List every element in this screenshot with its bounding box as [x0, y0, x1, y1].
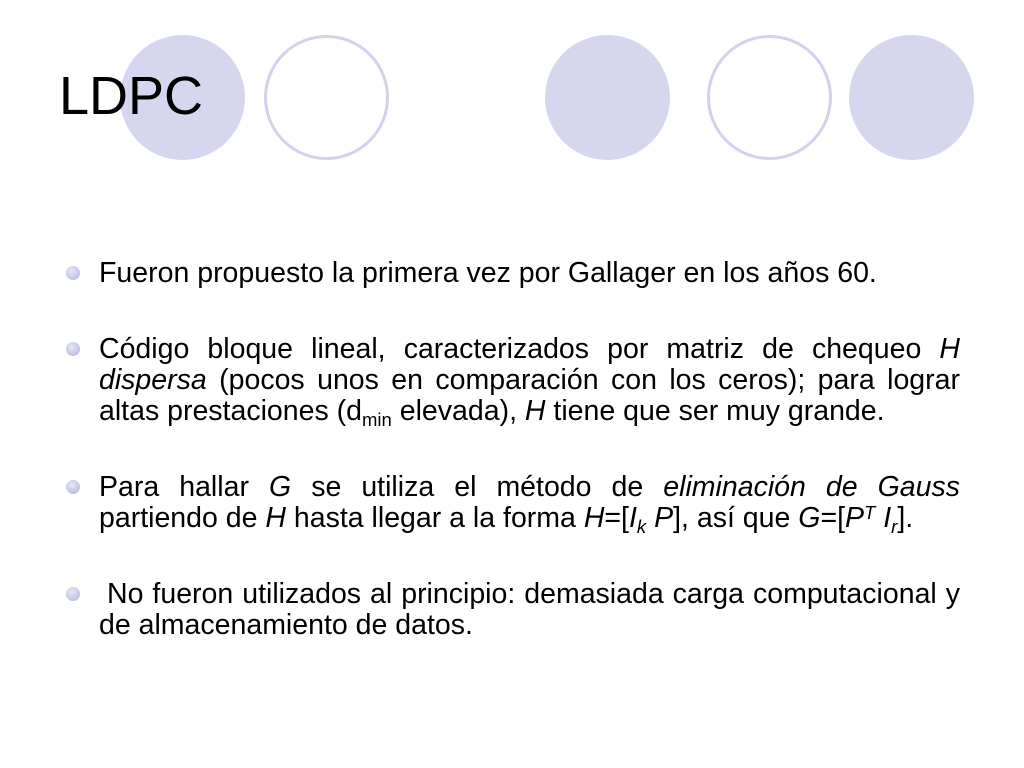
bullet-item-3: [99, 471, 960, 537]
bullet-3-italic-h: H: [265, 502, 286, 534]
bullet-item-1: [99, 258, 960, 289]
decor-circle-filled-icon: [545, 35, 670, 160]
bullet-list: [99, 258, 960, 686]
bullet-3-text: =[: [604, 502, 629, 534]
bullet-3-text: se utiliza el método de: [291, 471, 664, 503]
bullet-3-italic-h: H: [583, 502, 605, 534]
bullet-dot-icon: [66, 587, 80, 601]
bullet-dot-icon: [66, 480, 80, 494]
bullet-3-text: ], así que: [673, 502, 799, 534]
bullet-dot-icon: [66, 342, 80, 356]
bullet-2-italic-h: H: [524, 395, 546, 427]
bullet-4-text: No fueron utilizados al principio: demasiada carga computacional y de almacenamiento de datos.: [99, 578, 960, 641]
decor-circle-outline-icon: [264, 35, 389, 160]
bullet-item-2: [99, 333, 960, 430]
bullet-3-subscript-r: r: [891, 515, 898, 537]
bullet-2-subscript-min: min: [361, 408, 392, 430]
bullet-3-italic-p: P: [646, 502, 674, 534]
decor-circle-filled-icon: [849, 35, 974, 160]
bullet-item-4: [99, 579, 960, 641]
bullet-3-text: =[: [820, 502, 845, 534]
bullet-3-italic-g: G: [798, 502, 821, 534]
bullet-3-text: Para hallar: [99, 471, 269, 503]
slide-title: LDPC: [59, 66, 204, 126]
bullet-3-italic-g: G: [268, 471, 292, 503]
bullet-1-text: Fueron propuesto la primera vez por Gallager en los años 60.: [99, 257, 877, 289]
bullet-3-text: hasta llegar a la forma: [285, 502, 584, 534]
bullet-3-italic-i: I: [875, 502, 892, 534]
bullet-2-text: elevada),: [391, 395, 525, 427]
bullet-3-italic-p: P: [845, 502, 865, 534]
bullet-3-subscript-k: k: [636, 515, 647, 537]
bullet-2-italic-h-dispersa: H dispersa: [99, 333, 960, 396]
bullet-3-italic-gauss: eliminación de Gauss: [663, 471, 960, 503]
bullet-3-superscript-t: T: [864, 502, 876, 524]
decor-circle-outline-icon: [707, 35, 832, 160]
bullet-2-text: (pocos unos en comparación con los ceros); para lograr altas prestaciones (d: [99, 364, 960, 427]
bullet-3-text: partiendo de: [99, 502, 266, 534]
bullet-3-text: ].: [897, 502, 914, 534]
bullet-3-italic-i: I: [628, 502, 637, 534]
bullet-dot-icon: [66, 266, 80, 280]
bullet-2-text: tiene que ser muy grande.: [545, 395, 885, 427]
bullet-2-text: Código bloque lineal, caracterizados por matriz de chequeo: [99, 333, 940, 365]
